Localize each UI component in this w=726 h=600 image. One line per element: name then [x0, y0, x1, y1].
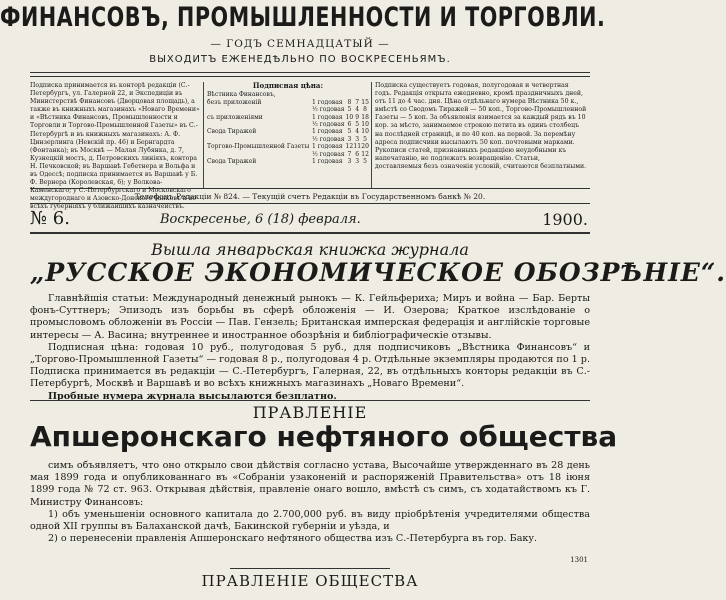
price-cell: 4 — [355, 106, 360, 114]
price-cell: 3 — [355, 158, 360, 166]
editorial-info: Подписка существуетъ годовая, полугодовая и четвертная годъ. Редакція открыта ежедневно, кромѣ праздничныхъ дней, отъ 11 до 4 час. дня. Цѣна отдѣльнаго нумера Вѣстника 50 к., вмѣстѣ со Сводомъ Тиражей — 50 коп., Торгово-Промышленной Газеты — 5 коп. За объявленія взимается за каждый рядъ въ 10 кор. за мѣсто, занимаемое строкою петита въ одинъ столбецъ на послѣдней страницѣ, и по 40 коп. на первой. За перемѣну адреса подписчики высылаютъ 50 коп. почтовыми марками. Рукописи статей, признанныхъ редакціею неудобными къ напечатанію, не подлежатъ возвращенію. Статьи, доставляемыя безъ означенія условій, считаются безплатными. — [375, 82, 587, 170]
phone-line: Телефонъ Редакціи № 824. — Текущій счетъ Редакціи въ Государственномъ банкѣ № 20. — [134, 192, 486, 201]
rule-footer — [230, 568, 390, 569]
rule-top-2 — [30, 76, 590, 77]
issue-year: 1900. — [542, 210, 588, 229]
rule-mid-2 — [30, 203, 590, 204]
price-cell: 6 — [355, 150, 360, 158]
notice-footer: ПРАВЛЕНІЕ ОБЩЕСТВА — [201, 572, 419, 590]
announcement-p2: Подписная цѣна: годовая 10 руб., полугодовая 5 руб., для подписчиковъ „Вѣстника Финансовъ“ и „Торгово-Промышленной Газеты“ — годовая 8 р., полугодовая 4 р. Отдѣльные экземпляры продаются по 1 р. Подписка принимается въ редакціи — С.-Петербургъ, Галерная, 22, въ отдѣльныхъ конторы редакціи въ С.-Петербургѣ, Москвѣ и Варшавѣ и во всѣхъ книжныхъ магазинахъ „Новаго Времени“. — [30, 341, 590, 390]
price-cell: 1 годовая — [312, 128, 343, 136]
price-row — [207, 106, 369, 113]
journal-title: „РУССКОЕ ЭКОНОМИЧЕСКОЕ ОБОЗРѢНІЕ“. — [30, 258, 726, 287]
price-cell: 5 — [347, 128, 352, 136]
price-cell: 6 — [347, 121, 352, 129]
price-cell: ½ годовая — [312, 150, 345, 158]
notice-p1: симъ объявляетъ, что оно открыло свои дѣйствія согласно устава, Высочайше утвержденнаго въ 28 день мая 1899 года и опубликованнаго въ «Собраніи узаконеній и распоряженій Правительства» отъ 18 іюня 1899 года № 72 ст. 963. Открывая дѣйствія, правленіе онаго вошло, вмѣстѣ съ симъ, съ ходатайствомъ къ Г. Министру Финансовъ: — [30, 460, 590, 508]
price-cell: Торгово-Промышленной Газеты — [207, 143, 310, 151]
rule-date — [30, 232, 590, 234]
issue-number: № 6. — [30, 208, 70, 229]
announcement-body — [30, 293, 590, 403]
price-cell: 3 — [355, 135, 360, 143]
price-cell — [345, 91, 353, 98]
rule-top — [30, 72, 590, 73]
price-table-heading: Подписная цѣна: — [252, 81, 324, 90]
subscription-info: Подписка принимается въ конторѣ редакціи (С.-Петербургъ, ул. Галерной 22, и Экспедиціи въ Министерствѣ Финансовъ (Дворцовая площадь), а также въ книжныхъ магазинахъ «Новаго Времени» и «Вѣстника Финансовъ, Промышленности и Торговли и Торгово-Промышленной Газеты» въ С.-Петербургѣ и въ книжныхъ магазинахъ: А. Ф. Цинзерлинга (Невскій пр. 46) и Бернгардта (Фонтанка); въ Москвѣ — Малая Лубянка, д. 7, Кузнецкій мостъ, д. Петровскихъ линіяхъ, контора Н. Печковской; въ Варшавѣ Гебетнера и Вольфа и въ Одессѣ; подписка принимается въ Варшавѣ у Б. Ф. Вернера (Королевская, 6); у Волкова-Каменскаго; у С.-Петербургскаго и Московскаго междугороднаго и Азовско-Донского банковъ и во всѣхъ губерніяхъ у ближайшихъ казначействъ. — [30, 82, 200, 211]
price-cell: 5 — [363, 135, 367, 143]
price-cell: 4 — [355, 128, 360, 136]
price-row — [207, 158, 369, 165]
price-row — [207, 143, 369, 150]
price-cell: Свода Тиражей — [207, 158, 257, 166]
price-table — [207, 82, 369, 165]
price-cell: 1 годовая — [312, 158, 343, 166]
issue-dateline — [30, 208, 590, 230]
notice-ref: 1301 — [570, 556, 588, 564]
price-cell: 18 — [361, 113, 369, 121]
price-cell — [353, 91, 361, 98]
price-cell — [207, 136, 312, 143]
price-cell — [207, 106, 312, 113]
price-cell — [361, 91, 369, 98]
price-cell: 5 — [363, 158, 367, 166]
price-cell: 1 годовая — [312, 98, 343, 106]
price-cell: 7 — [347, 150, 352, 158]
price-cell: 3 — [347, 135, 352, 143]
price-cell: Вѣстника Финансовъ, — [207, 91, 276, 99]
price-row — [207, 136, 369, 143]
price-cell: 5 — [355, 121, 360, 129]
price-row — [207, 128, 369, 135]
notice-company: Апшеронскаго нефтяного общества — [30, 420, 618, 453]
price-cell: 11 — [353, 143, 362, 151]
notice-body — [30, 460, 590, 545]
price-cell: 5 — [347, 106, 352, 114]
price-cell: ½ годовая — [312, 121, 345, 129]
col-divider — [203, 82, 204, 188]
price-cell: 10 — [361, 128, 369, 136]
year-line: — ГОДЪ СЕМНАДЦАТЫЙ — — [210, 38, 390, 50]
issue-date: Воскресенье, 6 (18) февраля. — [160, 212, 361, 227]
notice-p2: 1) объ уменьшеніи основного капитала до 2.700,000 руб. въ виду пріобрѣтенія учредителями общества одной XII группы въ Балаханской дачѣ, Бакинской губерніи и уѣзда, и — [30, 508, 590, 533]
price-cell: 20 — [361, 143, 369, 151]
price-cell: 7 — [355, 98, 360, 106]
price-cell: 12 — [345, 143, 354, 151]
price-row — [207, 99, 369, 106]
price-row — [207, 151, 369, 158]
weekly-line: ВЫХОДИТЪ ЕЖЕНЕДѢЛЬНО ПО ВОСКРЕСЕНЬЯМЪ. — [149, 54, 451, 65]
price-cell: 3 — [347, 158, 352, 166]
announcement-p3: Пробные нумера журнала высылаются безплатно. — [48, 390, 337, 402]
price-cell — [207, 121, 312, 128]
price-cell — [207, 151, 312, 158]
notice-heading: ПРАВЛЕНІЕ — [252, 403, 368, 422]
col-divider — [371, 82, 372, 188]
price-row — [207, 91, 369, 98]
price-cell: съ приложеніями — [207, 113, 263, 121]
rule-mid — [30, 188, 590, 189]
price-cell: 1 годовая — [312, 113, 343, 121]
price-cell: 8 — [347, 98, 352, 106]
price-row — [207, 114, 369, 121]
price-cell: Свода Тиражей — [207, 128, 257, 136]
price-cell: 15 — [361, 98, 369, 106]
price-cell: безъ приложеній — [207, 98, 262, 106]
price-cell: ½ годовая — [312, 106, 345, 114]
price-cell — [312, 91, 345, 98]
announcement-heading: Вышла январьская книжка журнала — [151, 240, 469, 259]
price-cell: 1 годовая — [312, 143, 343, 151]
price-cell: ½ годовая — [312, 135, 345, 143]
price-row — [207, 121, 369, 128]
price-cell: 10 — [361, 121, 369, 129]
price-cell: 8 — [363, 106, 367, 114]
price-cell: 9 — [355, 113, 360, 121]
price-cell: 12 — [361, 150, 369, 158]
notice-p3: 2) о перенесеніи правленія Апшеронскаго нефтяного общества изъ С.-Петербурга въ гор. Баку. — [48, 533, 538, 545]
announcement-p1: Главнѣйшія статьи: Международный денежный рынокъ — К. Гейльфериха; Миръ и война — Бар. Берты фонъ-Суттнеръ; Эпизодъ изъ борьбы въ сферѣ обложенія — И. Озерова; Краткое изслѣдованіе о промысловомъ обложеніи въ Россіи — Пав. Гензель; Британская имперская федерація и англійскіе торговые интересы — А. Васина; внутреннее и иностранное обозрѣнія и библіографическіе отзывы. — [30, 293, 590, 341]
masthead-title: ФИНАНСОВЪ, ПРОМЫШЛЕННОСТИ И ТОРГОВЛИ. — [0, 3, 606, 33]
price-cell: 10 — [345, 113, 354, 121]
rule-notice — [30, 400, 590, 401]
